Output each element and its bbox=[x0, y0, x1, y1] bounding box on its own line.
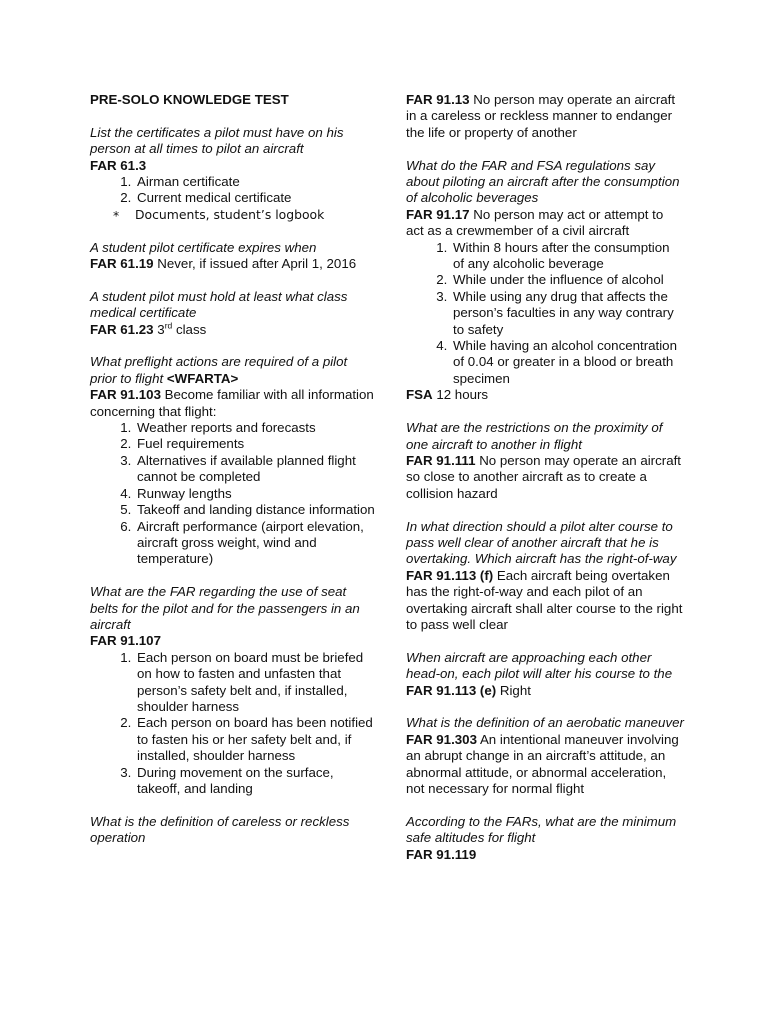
preflight-question-line bbox=[90, 354, 376, 387]
list-item: 3. While using any drug that affects the person’s faculties in any way contrary to safety bbox=[451, 289, 684, 338]
careless-ref: FAR 91.13 bbox=[406, 92, 470, 107]
alcohol-question: What do the FAR and FSA regulations say about piloting an aircraft after the consumption of alcoholic beverages bbox=[406, 157, 680, 206]
seatbelts-question: What are the FAR regarding the use of seat belts for the pilot and for the passengers in an aircraft bbox=[90, 584, 360, 632]
headon-ref: FAR 91.113 (e) bbox=[406, 682, 497, 698]
altitudes-question: According to the FARs, what are the minimum safe altitudes for flight bbox=[406, 813, 677, 846]
overtaking-section bbox=[406, 519, 684, 634]
proximity-answer-text: No person may operate an aircraft so close to another aircraft as to create a collision hazard bbox=[406, 452, 681, 501]
list-item: * Documents, student’s logbook bbox=[135, 207, 376, 223]
preflight-answer-text: Become familiar with all information concerning that flight: bbox=[90, 387, 374, 419]
overtaking-ref: FAR 91.113 (f) bbox=[406, 567, 494, 583]
preflight-mnemonic: <WFARTA> bbox=[166, 370, 239, 386]
left-column bbox=[90, 92, 376, 863]
fsa-ref: FSA bbox=[406, 387, 433, 403]
proximity-answer bbox=[406, 453, 684, 502]
list-item: 1. Weather reports and forecasts bbox=[135, 420, 376, 436]
seatbelts-list bbox=[90, 650, 376, 798]
expires-answer bbox=[90, 256, 376, 272]
altitudes-ref: FAR 91.119 bbox=[406, 846, 477, 862]
careless-question-section bbox=[90, 814, 376, 847]
list-item: 2. Current medical certificate bbox=[135, 190, 376, 206]
overtaking-answer-text: Each aircraft being overtaken has the right-of-way and each pilot of an overtaking aircraft shall alter course to the right to pass well clear bbox=[406, 567, 683, 632]
medical-answer-sup: rd bbox=[164, 320, 173, 331]
overtaking-question: In what direction should a pilot alter course to pass well clear of another aircraft that he is overtaking. Which aircraft has the right-of-way bbox=[406, 518, 677, 567]
medical-section bbox=[90, 289, 376, 338]
list-item: 2. Each person on board has been notified to fasten his or her safety belt and, if installed, shoulder harness bbox=[135, 715, 376, 764]
altitudes-section bbox=[406, 814, 684, 863]
list-item: 4. While having an alcohol concentration of 0.04 or greater in a blood or breath specimen bbox=[451, 338, 684, 387]
fsa-answer-text: 12 hours bbox=[436, 387, 489, 403]
preflight-section bbox=[90, 354, 376, 567]
alcohol-section bbox=[406, 158, 684, 404]
alcohol-answer bbox=[406, 207, 684, 240]
list-item: 2. Fuel requirements bbox=[135, 436, 376, 452]
careless-answer-text: No person may operate an aircraft in a careless or reckless manner to endanger the life or property of another bbox=[406, 92, 676, 140]
headon-question: When aircraft are approaching each other head-on, each pilot will alter his course to the bbox=[406, 649, 673, 682]
preflight-list bbox=[90, 420, 376, 568]
preflight-ref: FAR 91.103 bbox=[90, 387, 161, 403]
expires-ref: FAR 61.19 bbox=[90, 256, 154, 272]
right-column bbox=[406, 92, 684, 879]
aerobatic-answer-text: An intentional maneuver involving an abrupt change in an aircraft’s attitude, an abnormal attitude, or abnormal acceleration, not necessary for normal flight bbox=[406, 731, 679, 796]
careless-answer bbox=[406, 92, 684, 141]
proximity-section bbox=[406, 420, 684, 502]
careless-question: What is the definition of careless or reckless operation bbox=[90, 813, 350, 846]
aerobatic-ref: FAR 91.303 bbox=[406, 731, 477, 747]
list-item: 1. Within 8 hours after the consumption of any alcoholic beverage bbox=[451, 240, 684, 273]
careless-section bbox=[406, 92, 684, 141]
medical-ref: FAR 61.23 bbox=[90, 321, 154, 337]
expires-section bbox=[90, 240, 376, 273]
overtaking-answer bbox=[406, 568, 684, 634]
aerobatic-answer bbox=[406, 732, 684, 798]
seatbelts-section bbox=[90, 584, 376, 797]
page-title: PRE-SOLO KNOWLEDGE TEST bbox=[90, 92, 289, 107]
seatbelts-ref: FAR 91.107 bbox=[90, 633, 161, 649]
alcohol-answer-text: No person may act or attempt to act as a crewmember of a civil aircraft bbox=[406, 206, 664, 239]
fsa-answer bbox=[406, 387, 684, 403]
headon-answer-text: Right bbox=[499, 682, 531, 698]
aerobatic-section bbox=[406, 715, 684, 797]
list-item: 5. Takeoff and landing distance information bbox=[135, 502, 376, 518]
preflight-answer bbox=[90, 387, 376, 420]
medical-question: A student pilot must hold at least what class medical certificate bbox=[90, 288, 348, 321]
list-item: 3. Alternatives if available planned flight cannot be completed bbox=[135, 453, 376, 486]
certificates-list bbox=[90, 174, 376, 207]
proximity-question: What are the restrictions on the proximity of one aircraft to another in flight bbox=[406, 420, 663, 452]
expires-answer-text: Never, if issued after April 1, 2016 bbox=[157, 256, 357, 272]
list-item: 3. During movement on the surface, takeoff, and landing bbox=[135, 765, 376, 798]
aerobatic-question: What is the definition of an aerobatic maneuver bbox=[406, 715, 684, 731]
list-item: 1. Airman certificate bbox=[135, 174, 376, 190]
medical-answer bbox=[90, 322, 376, 338]
list-item: 2. While under the influence of alcohol bbox=[451, 272, 684, 288]
certificates-bullet-list bbox=[90, 207, 376, 223]
expires-question: A student pilot certificate expires when bbox=[90, 239, 317, 255]
proximity-ref: FAR 91.111 bbox=[406, 452, 476, 468]
medical-answer-rest: class bbox=[175, 321, 207, 337]
alcohol-ref: FAR 91.17 bbox=[406, 206, 470, 222]
medical-answer-num: 3 bbox=[157, 321, 165, 337]
certificates-question: List the certificates a pilot must have on his person at all times to pilot an aircraft bbox=[90, 124, 344, 157]
list-item: 4. Runway lengths bbox=[135, 486, 376, 502]
headon-section bbox=[406, 650, 684, 699]
headon-answer bbox=[406, 683, 684, 699]
list-item: 1. Each person on board must be briefed on how to fasten and unfasten that person’s safety belt and, if installed, shoulder harness bbox=[135, 650, 376, 716]
certificates-section bbox=[90, 125, 376, 223]
list-item: 6. Aircraft performance (airport elevation, aircraft gross weight, wind and temperature) bbox=[135, 519, 376, 568]
certificates-ref: FAR 61.3 bbox=[90, 157, 147, 173]
alcohol-list bbox=[406, 240, 684, 388]
preflight-question: What preflight actions are required of a pilot prior to flight bbox=[90, 354, 348, 386]
